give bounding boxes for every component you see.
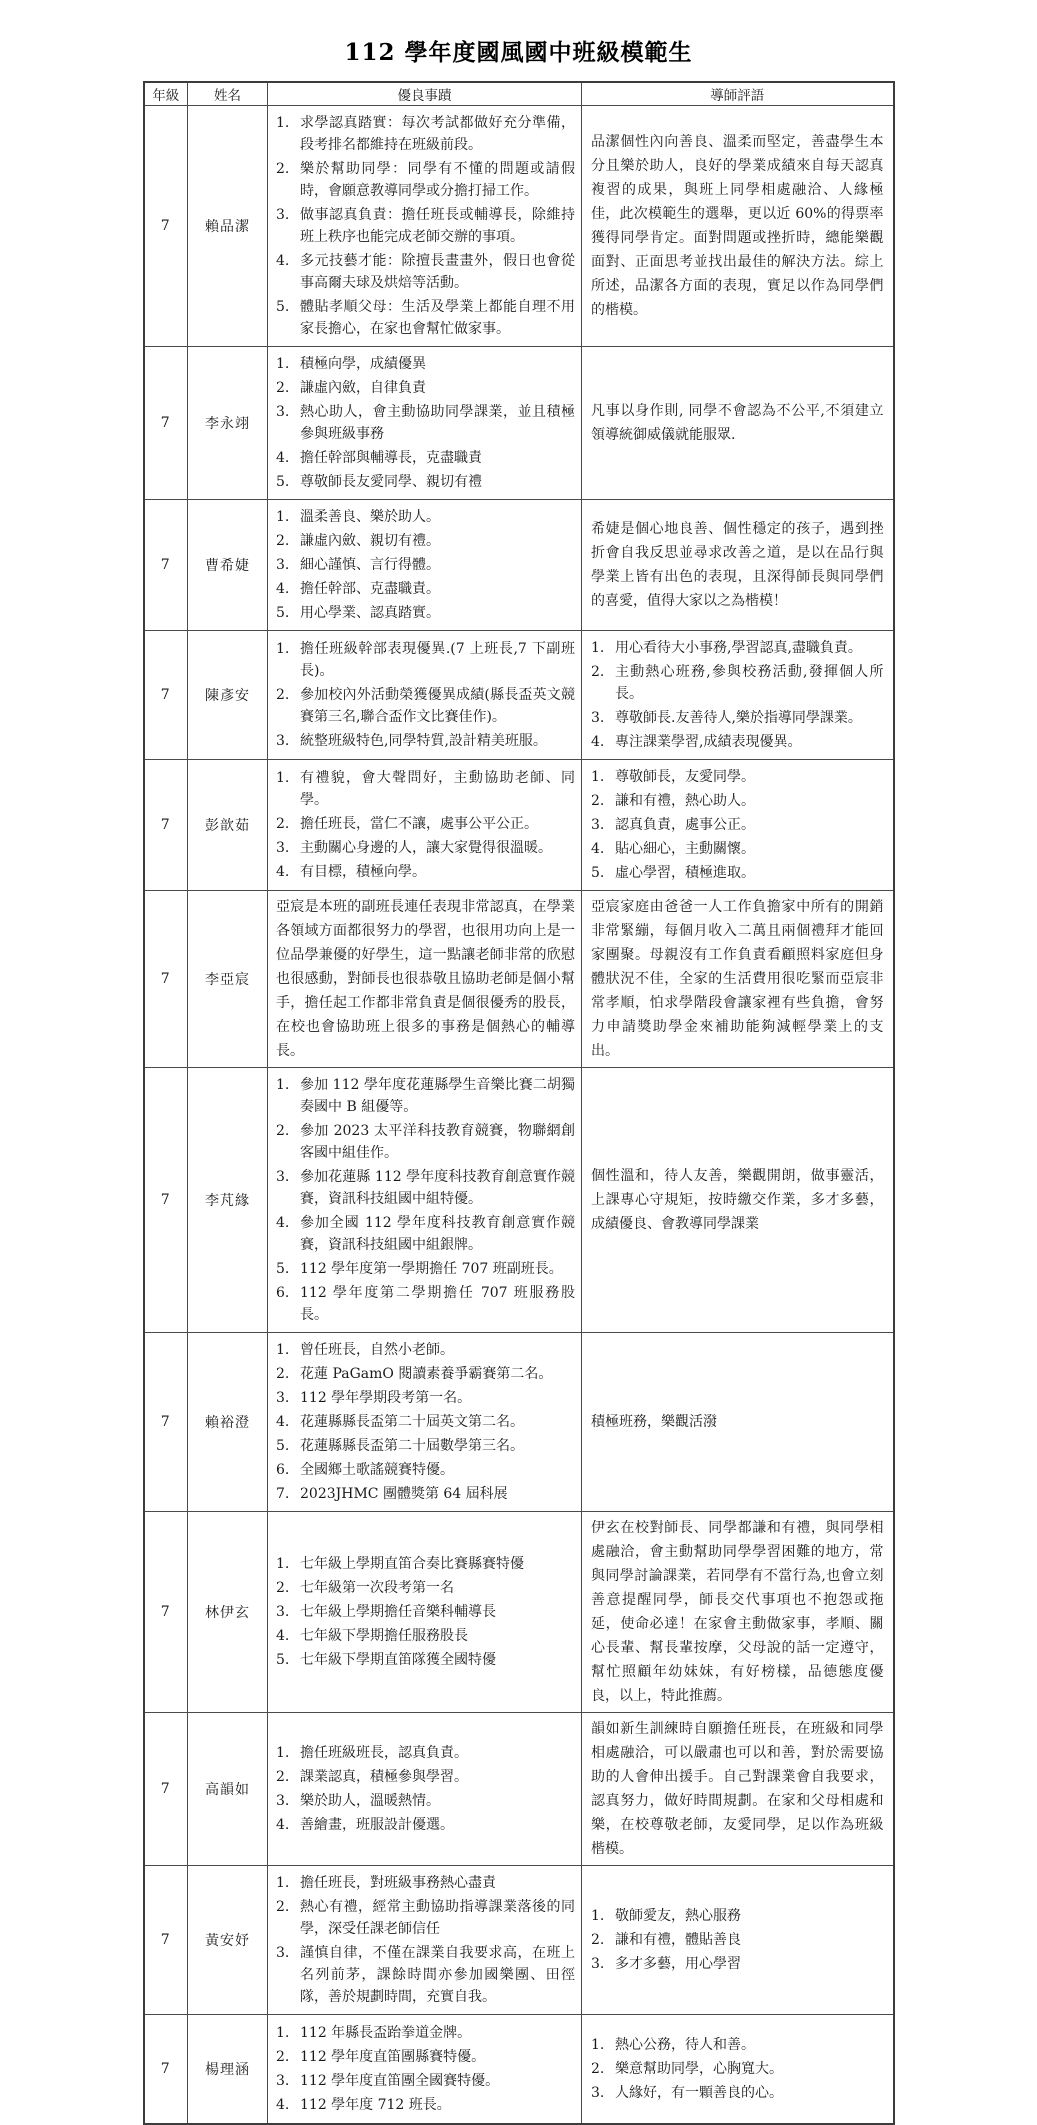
comment-cell [582,760,894,891]
list-item [276,1814,575,1836]
list-item [276,377,575,399]
list-item [276,204,575,248]
item-text: 細心謹慎、言行得體。 [300,557,440,573]
item-text: 謙虛內斂、親切有禮。 [300,533,440,549]
item-text: 花蓮縣縣長盃第二十屆數學第三名。 [300,1438,524,1454]
item-text: 七年級上學期擔任音樂科輔導長 [300,1604,496,1620]
list-item [276,554,575,576]
item-number: 1. [276,1875,290,1891]
numbered-list [276,2022,575,2116]
paragraph-text: 個性溫和，待人友善，樂觀開朗，做事靈活，上課專心守規矩，按時繳交作業，多才多藝，成績優良、會教導同學課業 [591,1168,884,1232]
item-number: 3. [276,1390,290,1406]
list-item [276,1212,575,1256]
comment-cell [582,347,894,500]
table-row [144,631,894,760]
item-text: 專注課業學習,成績表現優異。 [615,734,802,750]
item-text: 參加 2023 太平洋科技教育競賽，物聯網創客國中組佳作。 [300,1123,575,1161]
list-item [276,1766,575,1788]
achievements-cell [268,106,582,347]
item-text: 參加 112 學年度花蓮縣學生音樂比賽二胡獨奏國中 B 組優等。 [300,1077,575,1115]
list-item [276,2094,575,2116]
item-text: 熱心助人，會主動協助同學課業，並且積極參與班級事務 [300,404,575,442]
paragraph-text: 凡事以身作則, 同學不會認為不公平,不須建立領導統御威儀就能服眾. [591,403,884,443]
list-item [276,1411,575,1433]
list-item [276,1649,575,1671]
list-item [276,730,575,752]
achievements-cell [268,631,582,760]
item-text: 112 學年度直笛團縣賽特優。 [300,2048,486,2065]
list-item [276,353,575,375]
item-number: 1. [591,1908,605,1924]
list-item [591,1929,884,1951]
list-item [276,602,575,624]
list-item [276,112,575,156]
name-cell: 彭歆茹 [188,760,268,891]
grade-cell: 7 [144,1068,188,1333]
list-item [276,1601,575,1623]
paragraph-text: 希婕是個心地良善、個性穩定的孩子，遇到挫折會自我反思並尋求改善之道，是以在品行與學業上皆有出色的表現，且深得師長與同學們的喜愛，值得大家以之為楷模！ [591,521,884,609]
list-item [591,1905,884,1927]
item-text: 參加全國 112 學年度科技教育創意實作競賽，資訊科技組國中組銀牌。 [300,1215,575,1253]
item-text: 謹慎自律，不僅在課業自我要求高，在班上名列前茅，課餘時間亦參加國樂團、田徑隊，善於規劃時間，充實自我。 [300,1945,575,2005]
achievements-cell [268,1713,582,1866]
item-text: 善繪畫，班服設計優選。 [300,1817,454,1833]
comment-cell [582,1068,894,1333]
list-item [276,1872,575,1894]
list-item [276,401,575,445]
item-text: 樂意幫助同學，心胸寬大。 [615,2060,783,2077]
item-number: 2. [276,1580,290,1596]
list-item [276,578,575,600]
list-item [276,1577,575,1599]
item-text: 尊敬師長友愛同學、親切有禮 [300,474,482,490]
list-item [591,838,884,860]
grade-cell: 7 [144,347,188,500]
item-text: 尊敬師長，友愛同學。 [615,769,755,785]
item-text: 擔任班長，當仁不讓，處事公平公正。 [300,816,538,832]
numbered-list [591,766,884,884]
item-text: 用心看待大小事務,學習認真,盡職負責。 [615,640,862,656]
item-number: 2. [591,793,605,809]
comment-cell [582,106,894,347]
name-cell: 林伊玄 [188,1512,268,1713]
item-number: 3. [276,1945,290,1961]
item-text: 積極向學，成績優異 [300,356,426,372]
item-number: 1. [276,641,290,657]
list-item [276,1166,575,1210]
list-item [276,447,575,469]
item-number: 1. [276,509,290,525]
item-text: 統整班級特色,同學特質,設計精美班服。 [300,733,547,749]
item-number: 1. [276,1077,290,1093]
item-text: 多元技藝才能：除擅長畫畫外，假日也會從事高爾夫球及烘焙等活動。 [300,253,575,291]
paragraph-text: 品潔個性內向善良、溫柔而堅定，善盡學生本分且樂於助人，良好的學業成績來自每天認真複習的成果，與班上同學相處融洽、人緣極佳，此次模範生的選舉，更以近 60%的得票率獲得同學肯定。面對問題或挫折時，總能樂觀面對、正面思考並找出最佳的解決方法。綜上所述，品潔各方面的表現，實足以作為同學們的楷模。 [591,134,884,318]
numbered-list [591,2034,884,2104]
list-item [276,2070,575,2092]
grade-cell: 7 [144,2015,188,2124]
item-text: 做事認真負責：擔任班長或輔導長，除維持班上秩序也能完成老師交辦的事項。 [300,207,575,245]
name-cell: 李永翊 [188,347,268,500]
item-number: 5. [276,474,290,490]
list-item [276,1896,575,1940]
comment-cell [582,500,894,631]
item-text: 認真負責，處事公正。 [615,817,755,833]
item-number: 3. [276,2072,290,2089]
grade-cell: 7 [144,1512,188,1713]
item-number: 6. [276,1285,290,1301]
name-cell: 李亞宸 [188,891,268,1068]
item-number: 1. [591,769,605,785]
list-item [276,1435,575,1457]
list-item [591,814,884,836]
list-item [276,2046,575,2068]
item-text: 七年級下學期直笛隊獲全國特優 [300,1652,496,1668]
list-item [276,1074,575,1118]
comment-cell [582,1866,894,2015]
item-number: 4. [276,2096,290,2113]
item-number: 3. [276,557,290,573]
item-number: 3. [276,207,290,223]
list-item [276,2022,575,2044]
item-text: 謙和有禮，熱心助人。 [615,793,755,809]
numbered-list [276,1742,575,1836]
item-text: 112 學年度 712 班長。 [300,2096,451,2113]
item-number: 1. [276,115,290,131]
table-row [144,1713,894,1866]
name-cell: 曹希婕 [188,500,268,631]
achievements-cell [268,1512,582,1713]
item-number: 2. [276,816,290,832]
grade-cell: 7 [144,891,188,1068]
list-item [276,638,575,682]
item-text: 花蓮 PaGamO 閱讀素養爭霸賽第二名。 [300,1366,553,1382]
header-row [144,82,894,106]
item-number: 2. [276,1769,290,1785]
list-item [591,790,884,812]
item-text: 擔任幹部、克盡職責。 [300,581,440,597]
item-text: 主動熱心班務,參與校務活動,發揮個人所長。 [615,664,884,702]
item-number: 1. [591,2036,605,2053]
achievements-cell [268,347,582,500]
achievements-cell [268,1866,582,2015]
numbered-list [276,112,575,340]
item-text: 曾任班長，自然小老師。 [300,1342,454,1358]
item-text: 參加校內外活動榮獲優異成績(縣長盃英文競賽第三名,聯合盃作文比賽佳作)。 [300,687,575,725]
item-number: 2. [276,1899,290,1915]
item-text: 樂於幫助同學：同學有不懂的問題或請假時，會願意教導同學或分擔打掃工作。 [300,161,575,199]
list-item [276,1742,575,1764]
item-text: 有目標，積極向學。 [300,864,426,880]
achievements-cell [268,760,582,891]
item-text: 尊敬師長.友善待人,樂於指導同學課業。 [615,710,862,726]
paragraph-text: 韻如新生訓練時自願擔任班長，在班級和同學相處融洽，可以嚴肅也可以和善，對於需要協助的人會伸出援手。自己對課業會自我要求，認真努力，做好時間規劃。在家和父母相處和樂，在校尊敬老師，友愛同學，足以作為班級楷模。 [591,1721,884,1857]
name-cell: 黃安妤 [188,1866,268,2015]
numbered-list [276,1553,575,1671]
item-number: 2. [276,1123,290,1139]
item-text: 熱心公務，待人和善。 [615,2036,755,2053]
comment-cell [582,1333,894,1512]
numbered-list [276,767,575,883]
list-item [276,296,575,340]
item-number: 4. [276,1628,290,1644]
paragraph-text: 亞宸是本班的副班長連任表現非常認真，在學業各領域方面都很努力的學習，也很用功向上是一位品學兼優的好學生，這一點讓老師非常的欣慰也很感動，對師長也很恭敬且協助老師是個小幫手，擔任起工作都非常負責是個很優秀的股長，在校也會協助班上很多的事務是個熱心的輔導長。 [276,899,575,1059]
item-text: 用心學業、認真踏實。 [300,605,440,621]
achievements-cell [268,500,582,631]
item-text: 112 學年學期段考第一名。 [300,1390,472,1406]
item-number: 5. [276,1652,290,1668]
list-item [591,1953,884,1975]
name-cell: 楊理涵 [188,2015,268,2124]
list-item [591,862,884,884]
item-number: 2. [591,664,605,680]
item-number: 1. [276,770,290,786]
item-text: 112 學年度第一學期擔任 707 班副班長。 [300,1261,563,1277]
item-text: 112 學年度直笛團全國賽特優。 [300,2072,500,2089]
item-number: 3. [276,404,290,420]
item-number: 3. [591,710,605,726]
list-item [276,1339,575,1361]
item-number: 4. [276,1817,290,1833]
grade-cell: 7 [144,500,188,631]
numbered-list [276,353,575,493]
numbered-list [591,637,884,753]
item-number: 4. [276,253,290,269]
item-text: 七年級上學期直笛合奏比賽縣賽特優 [300,1556,524,1572]
item-number: 3. [591,1956,605,1972]
comment-cell [582,1713,894,1866]
list-item [276,837,575,859]
numbered-list [276,638,575,752]
table-row [144,891,894,1068]
comment-cell [582,891,894,1068]
list-item [591,637,884,659]
item-number: 2. [591,2060,605,2077]
list-item [591,2082,884,2104]
list-item [276,1942,575,2008]
item-number: 5. [276,605,290,621]
item-number: 5. [276,299,290,315]
numbered-list [276,1872,575,2008]
list-item [276,1483,575,1505]
item-text: 體貼孝順父母：生活及學業上都能自理不用家長擔心，在家也會幫忙做家事。 [300,299,575,337]
grade-cell: 7 [144,106,188,347]
item-text: 溫柔善良、樂於助人。 [300,509,440,525]
comment-cell [582,2015,894,2124]
item-text: 主動關心身邊的人，讓大家覺得很溫暖。 [300,840,552,856]
item-number: 1. [276,1556,290,1572]
name-cell: 賴品潔 [188,106,268,347]
list-item [276,1625,575,1647]
item-text: 花蓮縣縣長盃第二十屆英文第二名。 [300,1414,524,1430]
item-text: 擔任班級班長，認真負責。 [300,1745,468,1761]
item-text: 謙和有禮，體貼善良 [615,1932,741,1948]
list-item [276,813,575,835]
list-item [591,707,884,729]
comment-cell [582,631,894,760]
numbered-list [276,1074,575,1326]
item-number: 3. [276,1169,290,1185]
item-text: 參加花蓮縣 112 學年度科技教育創意實作競賽，資訊科技組國中組特優。 [300,1169,575,1207]
item-number: 5. [276,1438,290,1454]
item-text: 課業認真，積極參與學習。 [300,1769,468,1785]
item-number: 2. [276,161,290,177]
table-row [144,1333,894,1512]
table-row [144,106,894,347]
list-item [276,1120,575,1164]
item-text: 熱心有禮，經常主動協助指導課業落後的同學，深受任課老師信任 [300,1899,575,1937]
table-row [144,1068,894,1333]
list-item [591,2058,884,2080]
header-comment: 導師評語 [582,82,894,106]
item-number: 3. [276,840,290,856]
item-number: 4. [276,1215,290,1231]
grade-cell: 7 [144,1333,188,1512]
item-number: 2. [276,533,290,549]
list-item [276,1258,575,1280]
paragraph-text: 伊玄在校對師長、同學都謙和有禮，與同學相處融洽，會主動幫助同學學習困難的地方，常與同學討論課業，若同學有不當行為,也會立刻善意提醒同學，師長交代事項也不抱怨或拖延，使命必達！在家會主動做家事，孝順、關心長輩、幫長輩按摩，父母說的話一定遵守，幫忙照顧年幼妹妹，有好榜樣，品德態度優良，以上，特此推薦。 [591,1520,884,1704]
item-number: 3. [276,1604,290,1620]
paragraph-text: 亞宸家庭由爸爸一人工作負擔家中所有的開銷非常緊繃，每個月收入二萬且兩個禮拜才能回家團聚。母親沒有工作負責看顧照料家庭但身體狀況不佳，全家的生活費用很吃緊而亞宸非常孝順，怕求學階段會讓家裡有些負擔，會努力申請獎助學金來補助能夠減輕學業上的支出。 [591,899,884,1059]
item-text: 2023JHMC 團體獎第 64 屆科展 [300,1486,508,1502]
header-grade: 年級 [144,82,188,106]
grade-cell: 7 [144,1866,188,2015]
item-text: 有禮貌，會大聲問好，主動協助老師、同學。 [300,770,575,808]
item-text: 貼心細心，主動關懷。 [615,841,755,857]
name-cell: 高韻如 [188,1713,268,1866]
achievements-cell [268,891,582,1068]
list-item [276,1790,575,1812]
grade-cell: 7 [144,760,188,891]
list-item [276,861,575,883]
item-text: 人緣好，有一顆善良的心。 [615,2084,783,2101]
list-item [591,766,884,788]
item-text: 112 年縣長盃跆拳道金牌。 [300,2024,472,2041]
item-number: 4. [276,1414,290,1430]
item-number: 1. [276,356,290,372]
item-text: 擔任幹部與輔導長，克盡職責 [300,450,482,466]
item-text: 擔任班級幹部表現優異.(7 上班長,7 下副班長)。 [300,641,575,679]
header-name: 姓名 [188,82,268,106]
table-row [144,1512,894,1713]
item-number: 6. [276,1462,290,1478]
list-item [276,158,575,202]
item-text: 求學認真踏實：每次考試都做好充分準備，段考排名都維持在班級前段。 [300,115,575,153]
list-item [276,1363,575,1385]
item-number: 2. [276,687,290,703]
header-achievements: 優良事蹟 [268,82,582,106]
list-item [276,250,575,294]
item-text: 全國鄉土歌謠競賽特優。 [300,1462,454,1478]
table-row [144,347,894,500]
list-item [591,2034,884,2056]
list-item [591,731,884,753]
item-number: 3. [591,817,605,833]
item-text: 敬師愛友，熱心服務 [615,1908,741,1924]
item-number: 1. [276,1745,290,1761]
item-number: 1. [591,640,605,656]
item-text: 謙虛內斂，自律負責 [300,380,426,396]
page-title: 112 學年度國風國中班級模範生 [344,39,693,66]
table-row [144,2015,894,2124]
table-row [144,500,894,631]
list-item [276,1553,575,1575]
paragraph-text: 積極班務，樂觀活潑 [591,1414,717,1430]
list-item [276,1282,575,1326]
list-item [276,1387,575,1409]
name-cell: 賴裕澄 [188,1333,268,1512]
item-text: 112 學年度第二學期擔任 707 班服務股長。 [300,1285,575,1323]
item-text: 七年級第一次段考第一名 [300,1580,454,1596]
grade-cell: 7 [144,1713,188,1866]
comment-cell [582,1512,894,1713]
item-text: 擔任班長，對班級事務熱心盡責 [300,1875,496,1891]
item-text: 七年級下學期擔任服務股長 [300,1628,468,1644]
item-number: 4. [591,734,605,750]
item-number: 4. [276,864,290,880]
item-number: 4. [591,841,605,857]
achievements-cell [268,1333,582,1512]
name-cell: 李芃緣 [188,1068,268,1333]
item-number: 1. [276,2024,290,2041]
achievements-cell [268,2015,582,2124]
grade-cell: 7 [144,631,188,760]
item-number: 5. [276,1261,290,1277]
item-number: 4. [276,581,290,597]
list-item [276,684,575,728]
item-number: 7. [276,1486,290,1502]
item-number: 2. [591,1932,605,1948]
name-cell: 陳彥安 [188,631,268,760]
list-item [276,1459,575,1481]
numbered-list [276,506,575,624]
achievements-cell [268,1068,582,1333]
item-number: 4. [276,450,290,466]
numbered-list [591,1905,884,1975]
item-number: 2. [276,380,290,396]
item-text: 樂於助人，溫暖熱情。 [300,1793,440,1809]
list-item [591,661,884,705]
item-number: 3. [276,1793,290,1809]
list-item [276,767,575,811]
table-row [144,760,894,891]
list-item [276,506,575,528]
item-number: 3. [591,2084,605,2101]
item-text: 虛心學習，積極進取。 [615,865,755,881]
numbered-list [276,1339,575,1505]
item-text: 多才多藝，用心學習 [615,1956,741,1972]
list-item [276,471,575,493]
item-number: 2. [276,2048,290,2065]
item-number: 3. [276,733,290,749]
list-item [276,530,575,552]
item-number: 1. [276,1342,290,1358]
item-number: 2. [276,1366,290,1382]
item-number: 5. [591,865,605,881]
table-row [144,1866,894,2015]
model-students-table [143,81,895,2125]
